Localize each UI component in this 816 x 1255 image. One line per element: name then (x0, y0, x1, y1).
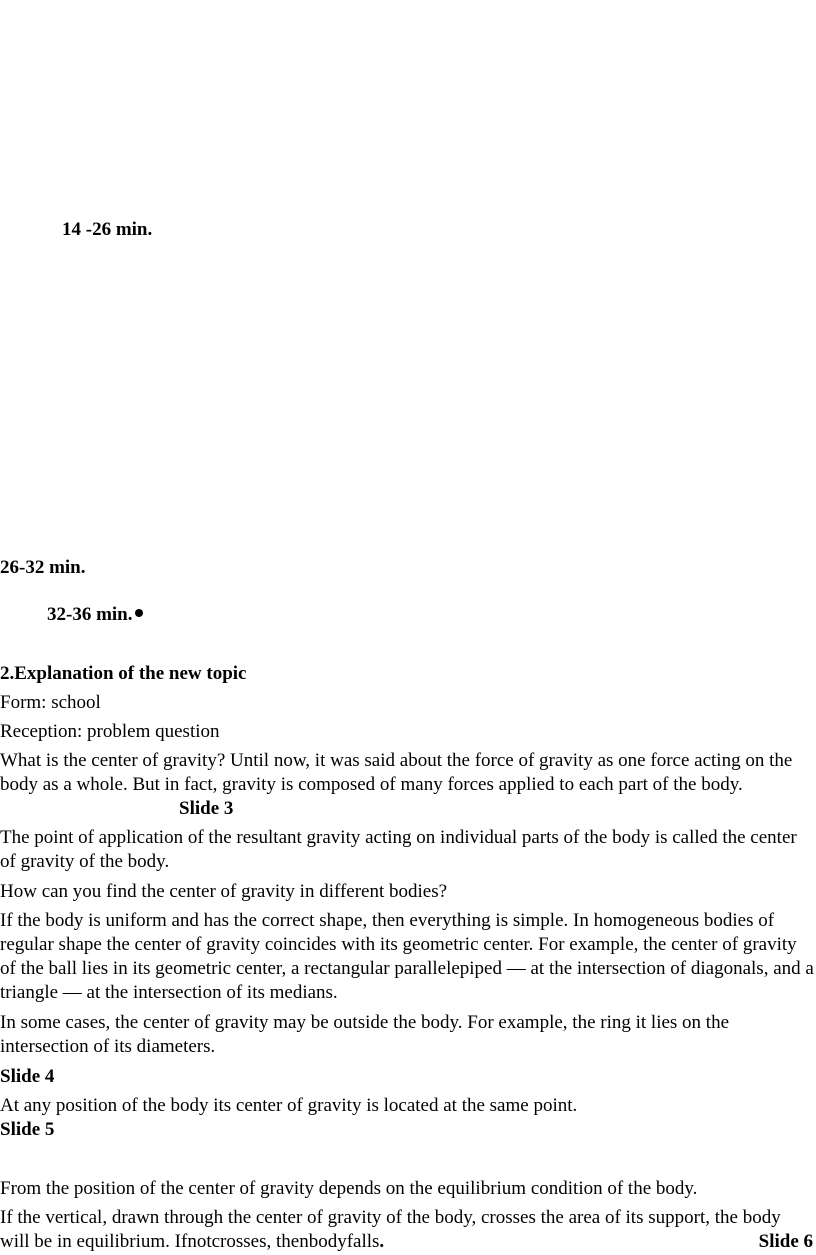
slide-4-label: Slide 4 (0, 1066, 55, 1087)
paragraph-center-of-gravity (0, 749, 816, 821)
paragraph-outside-body: In some cases, the center of gravity may be outside the body. For example, the ring it lies on the intersection of its diameters. (0, 1012, 730, 1057)
paragraph-equilibrium-condition: From the position of the center of gravity depends on the equilibrium condition of the body. (0, 1178, 698, 1199)
reception-line: Reception: problem question (0, 721, 220, 742)
paragraph-same-point: At any position of the body its center of gravity is located at the same point. (0, 1095, 578, 1116)
paragraph-vertical (0, 1206, 800, 1254)
section-heading: 2.Explanation of the new topic (0, 663, 247, 684)
paragraph-definition: The point of application of the resultant gravity acting on individual parts of the body is called the center of gravity of the body. (0, 827, 797, 872)
question-line: How can you find the center of gravity in different bodies? (0, 881, 448, 902)
bullet-icon (135, 609, 143, 617)
time-26-32: 26-32 min. (0, 557, 86, 578)
slide-6-label: Slide 6 (758, 1231, 813, 1252)
time-32-36-text: 32-36 min. (47, 604, 133, 625)
slide-5-label: Slide 5 (0, 1119, 55, 1140)
slide-3-label: Slide 3 (179, 798, 234, 819)
paragraph-7-period: . (379, 1231, 385, 1252)
form-line: Form: school (0, 692, 101, 713)
time-32-36 (47, 603, 143, 627)
paragraph-1-text: What is the center of gravity? Until now, it was said about the force of gravity as one force acting on the body as a whole. But in fact, gravity is composed of many forces applied to each part of the body. (0, 750, 793, 795)
paragraph-7-text: If the vertical, drawn through the center of gravity of the body, crosses the area of its support, the body will be in equilibrium. Ifnotcrosses, thenbodyfalls (0, 1207, 781, 1252)
time-14-26: 14 -26 min. (62, 219, 153, 240)
paragraph-homogeneous: If the body is uniform and has the correct shape, then everything is simple. In homogeneous bodies of regular shape the center of gravity coincides with its geometric center. For example, the center of gravity of the ball lies in its geometric center, a rectangular parallelepiped — at the intersection of diagonals, and a triangle — at the intersection of its medians. (0, 910, 814, 1003)
